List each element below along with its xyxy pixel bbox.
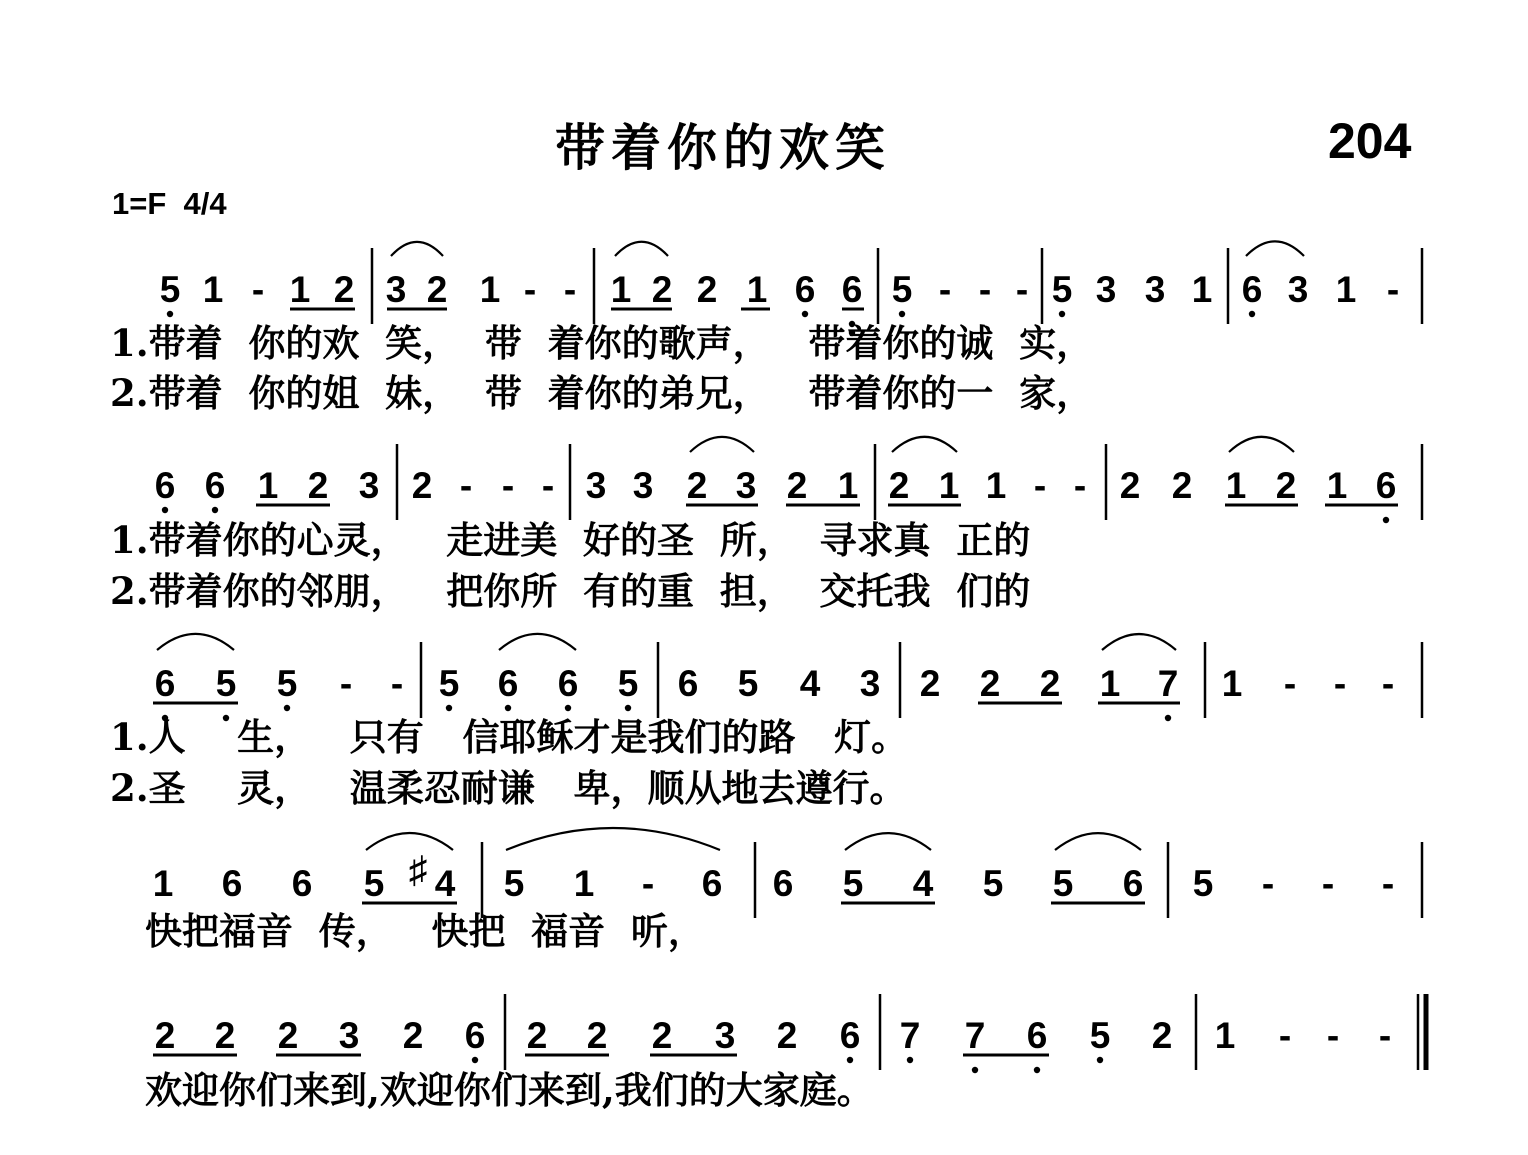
note-numeral: 3 bbox=[385, 269, 407, 310]
dash-extension: - bbox=[1381, 663, 1395, 704]
note-numeral: 6 bbox=[1122, 863, 1144, 904]
note-numeral: 2 bbox=[651, 269, 673, 310]
note-numeral: 1 bbox=[1191, 269, 1213, 310]
note-numeral: 7 bbox=[964, 1015, 986, 1056]
lyric-line: 2.带着你的邻朋， 把你所 有的重 担， 交托我 们的 bbox=[110, 569, 1031, 613]
dash-extension: - bbox=[1333, 663, 1347, 704]
note-numeral: 1 bbox=[1225, 465, 1247, 506]
lyric-line: 欢迎你们来到,欢迎你们来到,我们的大家庭。 bbox=[145, 1068, 874, 1112]
note-numeral: 4 bbox=[912, 863, 934, 904]
lower-octave-dot bbox=[472, 1057, 478, 1063]
note-numeral: 2 bbox=[526, 1015, 548, 1056]
note-numeral: 1 bbox=[746, 269, 768, 310]
dash-extension: - bbox=[1326, 1015, 1340, 1056]
lyric-line: 快把福音 传， 快把 福音 听， bbox=[145, 909, 705, 953]
note-numeral: 5 bbox=[617, 663, 639, 704]
note-numeral: 6 bbox=[1375, 465, 1397, 506]
note-numeral: 6 bbox=[1026, 1015, 1048, 1056]
note-numeral: 5 bbox=[737, 663, 759, 704]
dash-extension: - bbox=[390, 663, 404, 704]
note-numeral: 5 bbox=[276, 663, 298, 704]
note-numeral: 1 bbox=[152, 863, 174, 904]
note-numeral: 6 bbox=[204, 465, 226, 506]
lower-octave-dot bbox=[212, 507, 218, 513]
lyric-line: 1.人 生， 只有 信耶稣才是我们的路 灯。 bbox=[110, 715, 909, 759]
dash-extension: - bbox=[501, 465, 515, 506]
note-numeral: 5 bbox=[215, 663, 237, 704]
dash-extension: - bbox=[1033, 465, 1047, 506]
note-numeral: 2 bbox=[154, 1015, 176, 1056]
note-numeral: 5 bbox=[982, 863, 1004, 904]
dash-extension: - bbox=[938, 269, 952, 310]
note-numeral: 5 bbox=[1192, 863, 1214, 904]
note-numeral: 5 bbox=[1051, 269, 1073, 310]
hymn-title: 带着你的欢笑 bbox=[555, 119, 891, 177]
note-numeral: 1 bbox=[479, 269, 501, 310]
slur-arc bbox=[366, 833, 453, 850]
note-numeral: 1 bbox=[202, 269, 224, 310]
slur-arc bbox=[1102, 634, 1176, 650]
note-numeral: 6 bbox=[839, 1015, 861, 1056]
note-numeral: 6 bbox=[154, 663, 176, 704]
note-numeral: 3 bbox=[1095, 269, 1117, 310]
note-numeral: 6 bbox=[701, 863, 723, 904]
lower-octave-dot bbox=[1097, 1057, 1103, 1063]
note-numeral: 6 bbox=[557, 663, 579, 704]
note-numeral: 3 bbox=[735, 465, 757, 506]
note-numeral: 5 bbox=[842, 863, 864, 904]
note-numeral: 2 bbox=[686, 465, 708, 506]
lower-octave-dot bbox=[847, 1057, 853, 1063]
note-numeral: 2 bbox=[1039, 663, 1061, 704]
dash-extension: - bbox=[1283, 663, 1297, 704]
note-numeral: 6 bbox=[677, 663, 699, 704]
note-numeral: 2 bbox=[333, 269, 355, 310]
note-numeral: 3 bbox=[358, 465, 380, 506]
lower-octave-dot bbox=[1249, 311, 1255, 317]
note-numeral: 2 bbox=[696, 269, 718, 310]
note-numeral: 2 bbox=[1119, 465, 1141, 506]
note-numeral: 6 bbox=[497, 663, 519, 704]
note-numeral: 3 bbox=[632, 465, 654, 506]
note-numeral: 1 bbox=[289, 269, 311, 310]
lower-octave-dot bbox=[625, 705, 631, 711]
hymn-number: 204 bbox=[1328, 113, 1412, 169]
dash-extension: - bbox=[251, 269, 265, 310]
dash-extension: - bbox=[339, 663, 353, 704]
note-numeral: 2 bbox=[1171, 465, 1193, 506]
note-numeral: 6 bbox=[221, 863, 243, 904]
lower-octave-dot bbox=[1034, 1067, 1040, 1073]
lower-octave-dot bbox=[907, 1057, 913, 1063]
slur-arc bbox=[506, 828, 720, 850]
note-numeral: 4 bbox=[799, 663, 821, 704]
note-numeral: 2 bbox=[426, 269, 448, 310]
dash-extension: - bbox=[1378, 1015, 1392, 1056]
note-numeral: 7 bbox=[1157, 663, 1179, 704]
lyric-line: 1.带着你的心灵， 走进美 好的圣 所， 寻求真 正的 bbox=[110, 518, 1031, 562]
note-numeral: 6 bbox=[794, 269, 816, 310]
slur-arc bbox=[845, 833, 931, 850]
note-numeral: 2 bbox=[651, 1015, 673, 1056]
dash-extension: - bbox=[1261, 863, 1275, 904]
slur-arc bbox=[1246, 241, 1304, 256]
dash-extension: - bbox=[563, 269, 577, 310]
lower-octave-dot bbox=[446, 705, 452, 711]
key-time-signature: 1=F 4/4 bbox=[112, 186, 227, 221]
dash-extension: - bbox=[1278, 1015, 1292, 1056]
note-numeral: 2 bbox=[402, 1015, 424, 1056]
note-numeral: 3 bbox=[585, 465, 607, 506]
note-numeral: 2 bbox=[776, 1015, 798, 1056]
note-numeral: 6 bbox=[841, 269, 863, 310]
note-numeral: 5 bbox=[891, 269, 913, 310]
slur-arc bbox=[499, 634, 576, 650]
note-numeral: 4 bbox=[434, 863, 456, 904]
dash-extension: - bbox=[1015, 269, 1029, 310]
note-numeral: 3 bbox=[1144, 269, 1166, 310]
note-numeral: 1 bbox=[1326, 465, 1348, 506]
note-numeral: 1 bbox=[938, 465, 960, 506]
note-numeral: 2 bbox=[919, 663, 941, 704]
slur-arc bbox=[391, 242, 443, 256]
dash-extension: - bbox=[1381, 863, 1395, 904]
lower-octave-dot bbox=[1059, 311, 1065, 317]
note-numeral: 5 bbox=[438, 663, 460, 704]
note-numeral: 5 bbox=[1089, 1015, 1111, 1056]
lower-octave-dot bbox=[284, 705, 290, 711]
note-numeral: 6 bbox=[291, 863, 313, 904]
note-numeral: 1 bbox=[1214, 1015, 1236, 1056]
dash-extension: - bbox=[1386, 269, 1400, 310]
dash-extension: - bbox=[1073, 465, 1087, 506]
note-numeral: 1 bbox=[837, 465, 859, 506]
sharp-accidental: ♯ bbox=[408, 849, 428, 890]
dash-extension: - bbox=[1321, 863, 1335, 904]
lower-octave-dot bbox=[162, 507, 168, 513]
note-numeral: 2 bbox=[277, 1015, 299, 1056]
note-numeral: 6 bbox=[1241, 269, 1263, 310]
note-numeral: 1 bbox=[573, 863, 595, 904]
dash-extension: - bbox=[641, 863, 655, 904]
note-numeral: 6 bbox=[154, 465, 176, 506]
note-numeral: 3 bbox=[338, 1015, 360, 1056]
note-numeral: 1 bbox=[985, 465, 1007, 506]
lyric-line: 2.圣 灵， 温柔忍耐谦 卑，顺从地去遵行。 bbox=[110, 766, 907, 810]
note-numeral: 2 bbox=[307, 465, 329, 506]
slur-arc bbox=[1055, 833, 1141, 850]
note-numeral: 6 bbox=[772, 863, 794, 904]
note-numeral: 1 bbox=[610, 269, 632, 310]
lower-octave-dot bbox=[972, 1067, 978, 1073]
note-numeral: 3 bbox=[859, 663, 881, 704]
note-numeral: 3 bbox=[1287, 269, 1309, 310]
note-numeral: 2 bbox=[979, 663, 1001, 704]
note-numeral: 5 bbox=[159, 269, 181, 310]
lower-octave-dot bbox=[167, 311, 173, 317]
dash-extension: - bbox=[459, 465, 473, 506]
note-numeral: 3 bbox=[714, 1015, 736, 1056]
note-numeral: 5 bbox=[503, 863, 525, 904]
note-numeral: 1 bbox=[1221, 663, 1243, 704]
lyric-line: 1.带着 你的欢 笑， 带 着你的歌声， 带着你的诚 实， bbox=[110, 321, 1094, 365]
lower-octave-dot bbox=[1383, 517, 1389, 523]
lyric-line: 2.带着 你的姐 妹， 带 着你的弟兄， 带着你的一 家， bbox=[110, 371, 1094, 415]
dash-extension: - bbox=[541, 465, 555, 506]
note-numeral: 1 bbox=[1335, 269, 1357, 310]
dash-extension: - bbox=[978, 269, 992, 310]
note-numeral: 5 bbox=[1052, 863, 1074, 904]
lower-octave-dot bbox=[505, 705, 511, 711]
note-numeral: 2 bbox=[586, 1015, 608, 1056]
note-numeral: 2 bbox=[411, 465, 433, 506]
note-numeral: 7 bbox=[899, 1015, 921, 1056]
dash-extension: - bbox=[523, 269, 537, 310]
slur-arc bbox=[1229, 437, 1294, 452]
slur-arc bbox=[615, 242, 668, 256]
note-numeral: 5 bbox=[363, 863, 385, 904]
lower-octave-dot bbox=[565, 705, 571, 711]
note-numeral: 1 bbox=[1099, 663, 1121, 704]
slur-arc bbox=[892, 437, 957, 452]
slur-arc bbox=[690, 437, 754, 452]
note-numeral: 6 bbox=[464, 1015, 486, 1056]
note-numeral: 2 bbox=[1151, 1015, 1173, 1056]
lower-octave-dot bbox=[899, 311, 905, 317]
note-numeral: 1 bbox=[257, 465, 279, 506]
note-numeral: 2 bbox=[214, 1015, 236, 1056]
slur-arc bbox=[157, 634, 234, 650]
note-numeral: 2 bbox=[1275, 465, 1297, 506]
lower-octave-dot bbox=[802, 311, 808, 317]
lower-octave-dot bbox=[1165, 715, 1171, 721]
note-numeral: 2 bbox=[786, 465, 808, 506]
note-numeral: 2 bbox=[888, 465, 910, 506]
